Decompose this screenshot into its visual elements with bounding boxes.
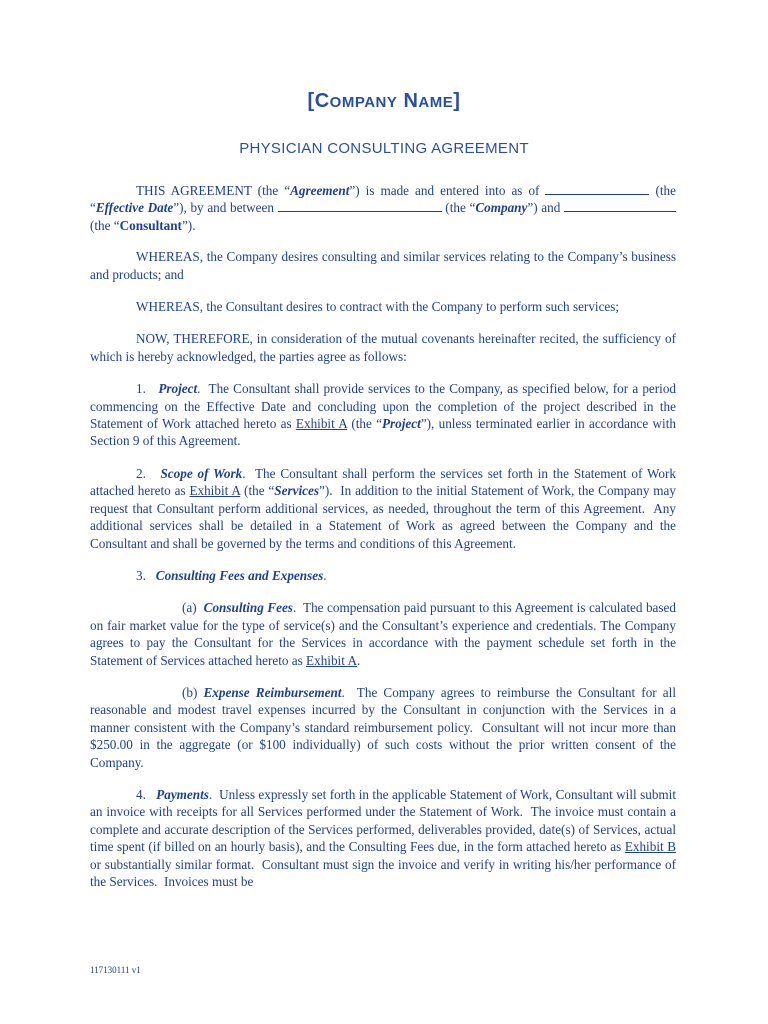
now-therefore-paragraph: NOW, THEREFORE, in consideration of the mutual covenants hereinafter recited, the sufficiency of which is hereby acknowledged, the parties agree as follows: — [90, 331, 676, 364]
document-body — [90, 182, 676, 905]
consultant-blank — [564, 199, 676, 212]
date-blank — [545, 182, 649, 195]
section-2-scope-of-work: 2. Scope of Work. The Consultant shall perform the services set forth in the Statement of Work attached hereto as Exhibit A (the “Services”). In addition to the initial Statement of Work, the Company may request that Consultant perform additional services, as needed, throughout the term of this Agreement. Any additional services shall be detailed in a Statement of Work as agreed between the Company and the Consultant and shall be governed by the terms and conditions of this Agreement. — [90, 465, 677, 551]
document-title: PHYSICIAN CONSULTING AGREEMENT — [239, 140, 529, 157]
intro-paragraph: THIS AGREEMENT (the “Agreement”) is made and entered into as of (the “Effective Date”), by and between (the “Company”) and (the “Consultant”). — [90, 183, 676, 233]
section-3b-expense-reimbursement: (b) Expense Reimbursement. The Company agrees to reimburse the Consultant for all reasonable and modest travel expenses incurred by the Consultant in conjunction with the Services in a manner consistent with the Company’s standard reimbursement policy. Consultant will not incur more than $250.00 in the aggregate (or $100 individually) of such costs without the prior written consent of the Company. — [90, 684, 676, 770]
document-version-footer: 117130111 v1 — [90, 965, 141, 975]
section-3-fees-and-expenses: 3. Consulting Fees and Expenses. — [136, 567, 327, 583]
company-name-placeholder: [COMPANY NAME] — [307, 90, 461, 112]
section-4-payments: 4. Payments. Unless expressly set forth in the applicable Statement of Work, Consultant will submit an invoice with receipts for all Services performed under the Statement of Work. The invoice must contain a complete and accurate description of the Services performed, deliverables provided, date(s) of Services, actual time spent (if billed on an hourly basis), and the Consulting Fees due, in the form attached hereto as Exhibit B or substantially similar format. Consultant must sign the invoice and verify in writing his/her performance of the Services. Invoices must be — [90, 786, 677, 889]
section-1-project: 1. Project. The Consultant shall provide services to the Company, as specified below, for a period commencing on the Effective Date and concluding upon the completion of the project described in the Statement of Work attached hereto as Exhibit A (the “Project”), unless terminated earlier in accordance with Section 9 of this Agreement. — [90, 381, 677, 449]
company-blank — [278, 199, 442, 212]
whereas-paragraph-1: WHEREAS, the Company desires consulting and similar services relating to the Company’s business and products; and — [90, 249, 676, 282]
section-3a-consulting-fees: (a) Consulting Fees. The compensation paid pursuant to this Agreement is calculated based on fair market value for the type of service(s) and the Consultant’s experience and credentials. The Company agrees to pay the Consultant for the Services in accordance with the payment schedule set forth in the Statement of Services attached hereto as Exhibit A. — [90, 600, 676, 668]
whereas-paragraph-2: WHEREAS, the Consultant desires to contract with the Company to perform such services; — [136, 299, 620, 315]
